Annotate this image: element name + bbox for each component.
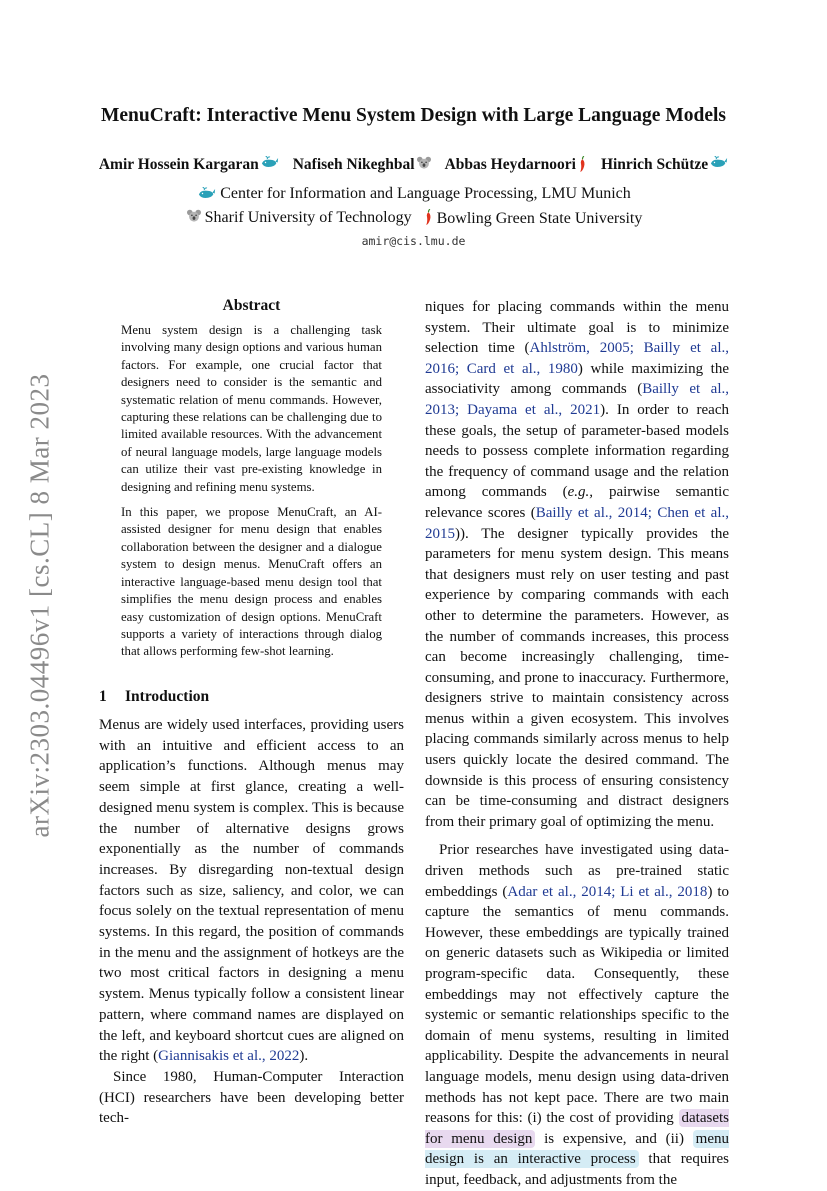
intro-paragraph: Menus are widely used interfaces, providing users with an intuitive and efficient access to an application’s functions. Although menus may seem simple at first glance, creating a well-designed menu system is complex. This is because the number of alternative designs grows exponentially as the number of commands increases. By disregarding non-textual design factors such as size, saliency, and color, we can focus solely on the textual representation of menu systems. In this regard, the position of commands in the menu and the assignment of hotkeys are the two most critical factors in designing a menu system. Menus typically follow a consistent linear pattern, where command names are displayed on the left, and keyboard shortcut cues are aligned on the right (Giannisakis et al., 2022). [99, 717, 404, 1065]
arxiv-identifier: arXiv:2303.04496v1 [cs.CL] 8 Mar 2023 [24, 373, 55, 838]
abstract-heading: Abstract [222, 297, 281, 314]
citation-link[interactable]: Adar et al., 2014; Li et al., 2018 [507, 883, 708, 900]
section-number: 1 [99, 688, 107, 705]
body-paragraph: niques for placing commands within the menu system. Their ultimate goal is to minimize selection time (Ahlström, 2005; Bailly et al., 2016; Card et al., 1980) while maximizing the associativity among commands (Bailly et al., 2013; Dayama et al., 2021). In order to reach these goals, the setup of parameter-based models needs to possess complete information regarding the frequency of command usage and the relation among commands (e.g., pairwise semantic relevance scores (Bailly et al., 2014; Chen et al., 2015)). The designer typically provides the parameters for menu system design. This means that designers must rely on user testing and past experience by comparing commands with each other to determine the parameters. However, as the number of commands increases, this process can become increasingly challenging, time-consuming, and prone to inaccuracy. Furthermore, designers strive to maintain consistency across menus within a given ecosystem. This involves placing commands similarly across menus to help users quickly locate the desired command. The downside is this process of ensuring consistency can be time-consuming and distract designers from their primary goal of optimizing the menu. [425, 299, 730, 830]
author-email[interactable]: amir@cis.lmu.de [361, 234, 466, 248]
author: Hinrich Schütze [601, 156, 728, 174]
author: Nafiseh Nikeghbal [293, 156, 431, 174]
whale-icon [198, 187, 216, 200]
affiliation-row [0, 209, 827, 228]
author: Abbas Heydarnoori [445, 156, 587, 174]
affiliation-lmu: Center for Information and Language Processing, LMU Munich [0, 185, 827, 203]
author-list [0, 156, 827, 174]
chili-icon [424, 209, 433, 226]
intro-body [99, 715, 404, 1129]
body-paragraph: Prior researches have investigated using data-driven methods such as pre-trained static embeddings (Adar et al., 2014; Li et al., 2018) to capture the semantics of menu commands. However, these embeddings are typically trained on generic datasets such as Wikipedia or limited program-specific data. Consequently, these embeddings may not effectively capture the systemic or semantic relationships specific to the domain of menu systems, resulting in limited applicability. Despite the advancements in neural language models, menu design using data-driven methods has not kept pace. There are two main reasons for this: (i) the cost of providing datasets for menu design is expensive, and (ii) menu design is an interactive process that requires input, feedback, and adjustments from the [425, 842, 730, 1188]
paper-title: MenuCraft: Interactive Menu System Design with Large Language Models [100, 105, 726, 126]
affiliation-bgsu: Bowling Green State University [422, 209, 643, 228]
whale-icon [261, 156, 279, 169]
citation-link[interactable]: Bailly et al., 2013; Dayama et al., 2021 [425, 381, 729, 418]
highlight-datasets: datasets for menu design [425, 1110, 729, 1147]
citation-link[interactable]: Bailly et al., 2014; Chen et al., 2015 [425, 504, 729, 542]
abstract-paragraph: Menu system design is a challenging task involving many design options and various human factors. For example, one crucial factor that designers need to consider is the semantic and systematic relation of menu commands. However, capturing these relations can be challenging due to limited available resources. With the advancement of neural language models, large language models can utilize their vast pre-existing knowledge in designing and refining menu systems. [121, 323, 382, 494]
arxiv-sidebar [18, 368, 62, 843]
citation-link[interactable]: Giannisakis et al., 2022 [158, 1048, 300, 1065]
author: Amir Hossein Kargaran [99, 156, 279, 174]
chili-icon [578, 156, 587, 173]
affiliation-sharif: Sharif University of Technology [185, 209, 412, 228]
intro-paragraph: Since 1980, Human-Computer Interaction (HCI) researchers have been developing better tech- [99, 1068, 404, 1127]
citation-link[interactable]: Ahlström, 2005; Bailly et al., 2016; Card et al., 1980 [425, 340, 729, 377]
whale-icon [710, 156, 728, 169]
abstract-paragraph: In this paper, we propose MenuCraft, an AI-assisted designer for menu design that enables collaboration between the designer and a dialogue system to design menus. MenuCraft offers an interactive language-based menu design tool that simplifies the menu design process and enables easy customization of design options. MenuCraft supports a variety of interactions through dialog that allows performing few-shot learning. [121, 505, 382, 659]
highlight-interactive-process: menu design is an interactive process [425, 1130, 729, 1168]
section-heading [99, 688, 209, 706]
right-column [425, 297, 729, 1191]
section-title: Introduction [125, 688, 210, 705]
koala-icon [417, 156, 431, 170]
abstract-body [121, 322, 382, 669]
koala-icon [187, 209, 201, 223]
